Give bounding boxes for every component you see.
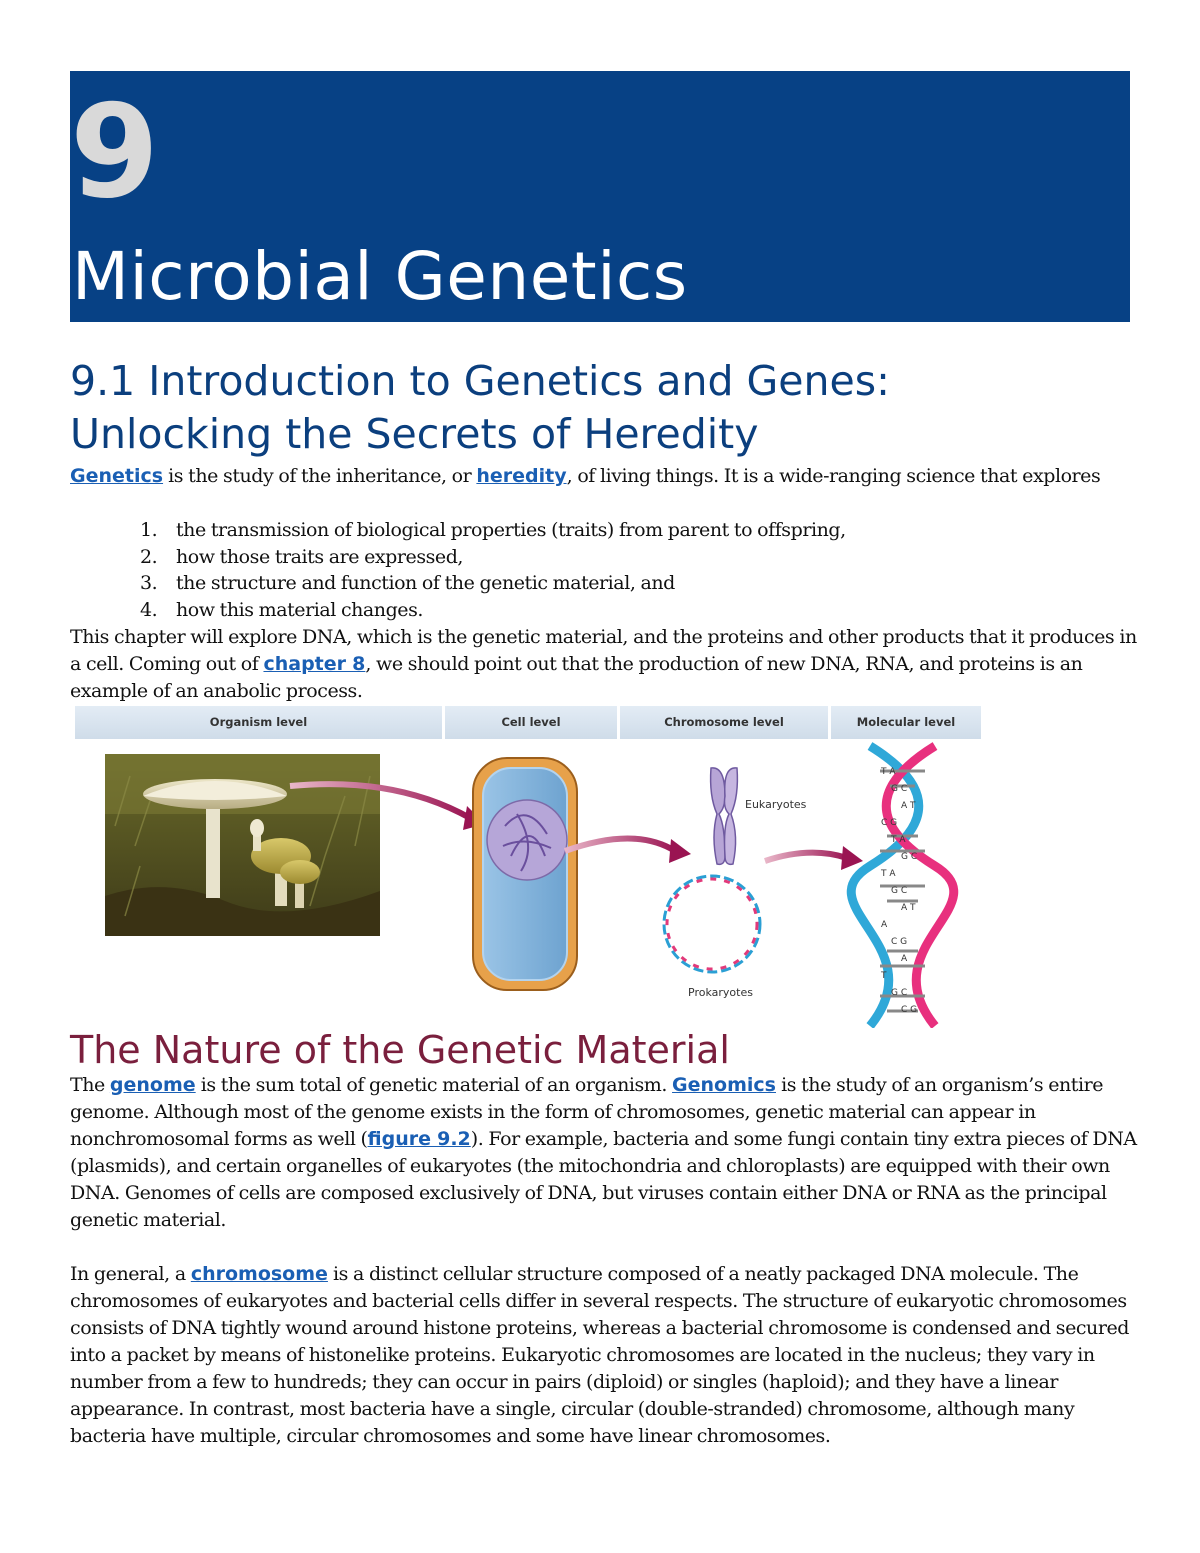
list-item <box>140 544 1120 571</box>
nature-heading: The Nature of the Genetic Material <box>70 1028 730 1072</box>
list-text: the transmission of biological properties (traits) from parent to offspring, <box>176 519 846 541</box>
base-pair-label: A <box>881 920 888 930</box>
heredity-link[interactable]: heredity <box>476 465 567 487</box>
eukaryote-chromosome-icon <box>711 768 738 864</box>
figure-header-cell: Cell level <box>445 706 617 739</box>
overview-text-2: , we should point out that the production of new DNA, RNA, and proteins is an example of an anabolic process. <box>70 653 1083 702</box>
prokaryote-chromosome-icon <box>664 876 760 972</box>
genome-text-2: is the sum total of genetic material of an organism. <box>195 1074 673 1096</box>
chromosome-text-1: In general, a <box>70 1263 191 1285</box>
chromosome-text-2: is a distinct cellular structure composed of a neatly packaged DNA molecule. The chromosomes of eukaryotes and bacterial cells differ in several respects. The structure of eukaryotic chromosomes consists of DNA tightly wound around histone proteins, whereas a bacterial chromosome is condensed and secured into a packet by means of histonelike proteins. Eukaryotic chromosomes are located in the nucleus; they vary in number from a few to hundreds; they can occur in pairs (diploid) or singles (haploid); and they have a linear appearance. In contrast, most bacteria have a single, circular (double-stranded) chromosome, although many bacteria have multiple, circular chromosomes and some have linear chromosomes. <box>70 1263 1129 1447</box>
figure-header-chromosome: Chromosome level <box>620 706 828 739</box>
arrow-icon <box>765 853 847 861</box>
genome-text-3: is the study of an organism’s entire genome. Although most of the genome exists in the form of chromosomes, genetic material can appear in nonchromosomal forms as well ( <box>70 1074 1104 1150</box>
arrow-icon <box>565 839 675 852</box>
eukaryotes-label: Eukaryotes <box>745 798 807 811</box>
chromosome-link[interactable]: chromosome <box>190 1263 328 1285</box>
base-pair-label: A T <box>901 801 916 811</box>
base-pair-label: G C <box>891 988 908 998</box>
section-heading-line1: 9.1 Introduction to Genetics and Genes: <box>70 357 890 405</box>
prokaryotes-label: Prokaryotes <box>688 986 753 999</box>
base-pair-label: G C <box>891 886 908 896</box>
section-heading <box>70 355 1150 461</box>
base-pair-label: A <box>901 954 908 964</box>
base-pair-label: T <box>881 971 887 981</box>
genomics-link[interactable]: Genomics <box>672 1074 776 1096</box>
base-pair-label: T A <box>891 835 906 845</box>
intro-text-2: , of living things. It is a wide-ranging science that explores <box>566 465 1101 487</box>
overview-text-1: This chapter will explore DNA, which is the genetic material, and the proteins and other products that it produces in a cell. Coming out of <box>70 626 1137 675</box>
traits-list <box>140 517 1120 623</box>
genome-text-1: The <box>70 1074 110 1096</box>
list-number: 3. <box>140 572 158 594</box>
intro-text-1: is the study of the inheritance, or <box>163 465 477 487</box>
arrow-head-icon <box>841 846 863 870</box>
list-text: the structure and function of the genetic material, and <box>176 572 675 594</box>
chapter-banner <box>70 71 1130 322</box>
list-number: 2. <box>140 545 158 568</box>
base-pair-label: T A <box>881 767 896 777</box>
levels-figure <box>75 706 985 1028</box>
list-text: how this material changes. <box>176 598 423 621</box>
list-number: 4. <box>140 598 158 621</box>
chapter-number: 9 <box>70 78 160 227</box>
list-item <box>140 597 1120 624</box>
chapter-overview-paragraph <box>70 624 1140 705</box>
chromosome-paragraph <box>70 1261 1140 1450</box>
base-pair-label: C G <box>881 818 898 828</box>
base-pair-label: A T <box>901 903 916 913</box>
base-pair-label: C G <box>901 1005 918 1015</box>
base-pair-label: G C <box>901 852 918 862</box>
base-pair-label: G C <box>891 784 908 794</box>
figure-header-molecular: Molecular level <box>831 706 981 739</box>
cell-illustration <box>473 758 577 990</box>
section-heading-line2: Unlocking the Secrets of Heredity <box>70 410 759 458</box>
base-pair-label: C G <box>891 937 908 947</box>
figure-illustration <box>75 706 985 1028</box>
figure-9-2-link[interactable]: figure 9.2 <box>367 1128 471 1150</box>
intro-paragraph <box>70 463 1140 490</box>
arrow-head-icon <box>669 839 691 863</box>
figure-header-organism: Organism level <box>75 706 442 739</box>
list-text: how those traits are expressed, <box>176 545 464 568</box>
base-pair-label: T A <box>881 869 896 879</box>
genome-link[interactable]: genome <box>109 1074 196 1096</box>
genetics-link[interactable]: Genetics <box>70 465 164 487</box>
genome-text-4: ). For example, bacteria and some fungi contain tiny extra pieces of DNA (plasmids), and certain organelles of eukaryotes (the mitochondria and chloroplasts) are equipped with their own DNA. Genomes of cells are composed exclusively of DNA, but viruses contain either DNA or RNA as the principal genetic material. <box>70 1128 1137 1231</box>
chapter-8-link[interactable]: chapter 8 <box>263 653 366 675</box>
list-item <box>140 570 1120 597</box>
list-item <box>140 517 1120 544</box>
chapter-title: Microbial Genetics <box>72 238 688 315</box>
genome-paragraph <box>70 1072 1140 1234</box>
list-number: 1. <box>140 519 158 541</box>
